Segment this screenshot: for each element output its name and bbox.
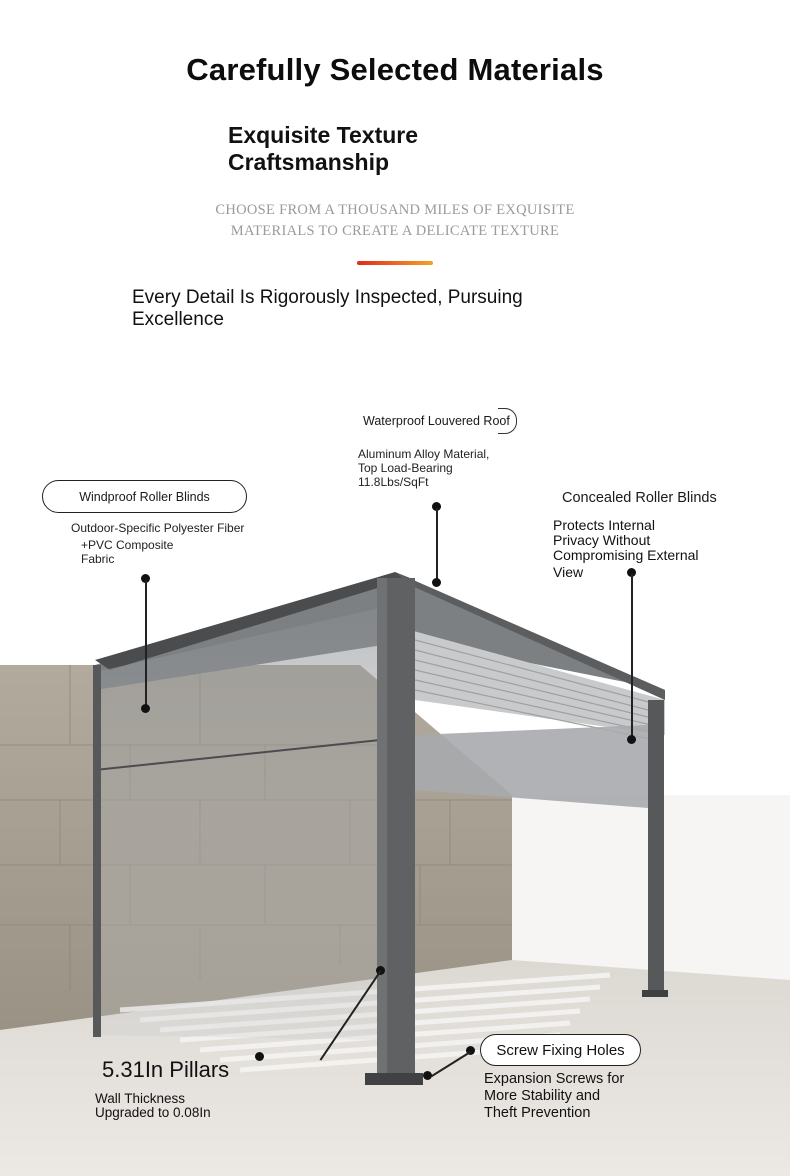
windproof-anchor-dot bbox=[141, 704, 150, 713]
pillars-desc-line-1: Wall Thickness bbox=[95, 1091, 186, 1106]
concealed-desc-line-2: Privacy Without bbox=[553, 532, 651, 548]
statement-line-1: Every Detail Is Rigorously Inspected, Pursuing bbox=[132, 287, 523, 308]
windproof-desc-line-3: Fabric bbox=[81, 552, 115, 566]
roof-label-bracket bbox=[498, 408, 517, 434]
concealed-desc bbox=[553, 518, 699, 580]
back-left-pillar bbox=[93, 665, 101, 1037]
screws-desc bbox=[484, 1071, 624, 1122]
pillars-desc bbox=[95, 1092, 211, 1120]
concealed-label: Concealed Roller Blinds bbox=[562, 490, 717, 506]
windproof-desc bbox=[81, 538, 173, 566]
screws-label: Screw Fixing Holes bbox=[496, 1041, 625, 1059]
roof-anchor-dot bbox=[432, 578, 441, 587]
roof-desc-line-3: 11.8Lbs/SqFt bbox=[358, 475, 429, 489]
screws-anchor-dot bbox=[423, 1071, 432, 1080]
roof-desc-line-1: Aluminum Alloy Material, bbox=[358, 447, 490, 461]
tagline-line-1: CHOOSE FROM A THOUSAND MILES OF EXQUISITE bbox=[215, 202, 575, 218]
pergola-illustration bbox=[0, 560, 790, 1176]
screws-desc-line-2: More Stability and bbox=[484, 1088, 601, 1104]
pillars-pointer-dot bbox=[255, 1052, 264, 1061]
back-right-pillar bbox=[648, 700, 664, 995]
roof-label: Waterproof Louvered Roof bbox=[363, 414, 510, 428]
concealed-anchor-dot bbox=[627, 735, 636, 744]
concealed-pointer-line bbox=[631, 574, 633, 738]
screws-desc-line-3: Theft Prevention bbox=[484, 1105, 591, 1121]
roof-desc-line-2: Top Load-Bearing bbox=[358, 461, 453, 475]
roof-pointer-line bbox=[436, 508, 438, 580]
page-title: Carefully Selected Materials bbox=[186, 52, 604, 87]
section-heading bbox=[228, 122, 588, 176]
tagline-line-2: MATERIALS TO CREATE A DELICATE TEXTURE bbox=[230, 223, 560, 239]
screws-label-pill bbox=[480, 1034, 641, 1066]
windproof-pointer-line bbox=[145, 580, 147, 708]
roof-desc bbox=[358, 447, 489, 489]
windproof-label: Windproof Roller Blinds bbox=[79, 489, 210, 504]
windproof-desc-line-1: Outdoor-Specific Polyester Fiber bbox=[71, 521, 245, 535]
windproof-desc-line-2: +PVC Composite bbox=[81, 538, 174, 552]
concealed-desc-line-3: Compromising External bbox=[553, 547, 699, 563]
pillar-base-plate bbox=[365, 1073, 423, 1085]
tagline bbox=[0, 200, 790, 242]
concealed-desc-line-1: Protects Internal bbox=[553, 517, 655, 533]
front-pillar-edge bbox=[377, 578, 387, 1078]
statement-line-2: Excellence bbox=[132, 309, 224, 330]
pillars-desc-line-2: Upgraded to 0.08In bbox=[95, 1105, 211, 1120]
section-heading-line-2: Craftsmanship bbox=[228, 149, 390, 175]
accent-divider bbox=[357, 261, 433, 265]
back-pillar-base bbox=[642, 990, 668, 997]
left-roller-blind bbox=[95, 608, 380, 1040]
screws-desc-line-1: Expansion Screws for bbox=[484, 1071, 625, 1087]
concealed-desc-line-4: View bbox=[553, 564, 584, 580]
windproof-label-pill bbox=[42, 480, 247, 513]
pillars-label: 5.31In Pillars bbox=[102, 1057, 230, 1082]
statement bbox=[132, 287, 652, 331]
section-heading-line-1: Exquisite Texture bbox=[228, 122, 419, 148]
